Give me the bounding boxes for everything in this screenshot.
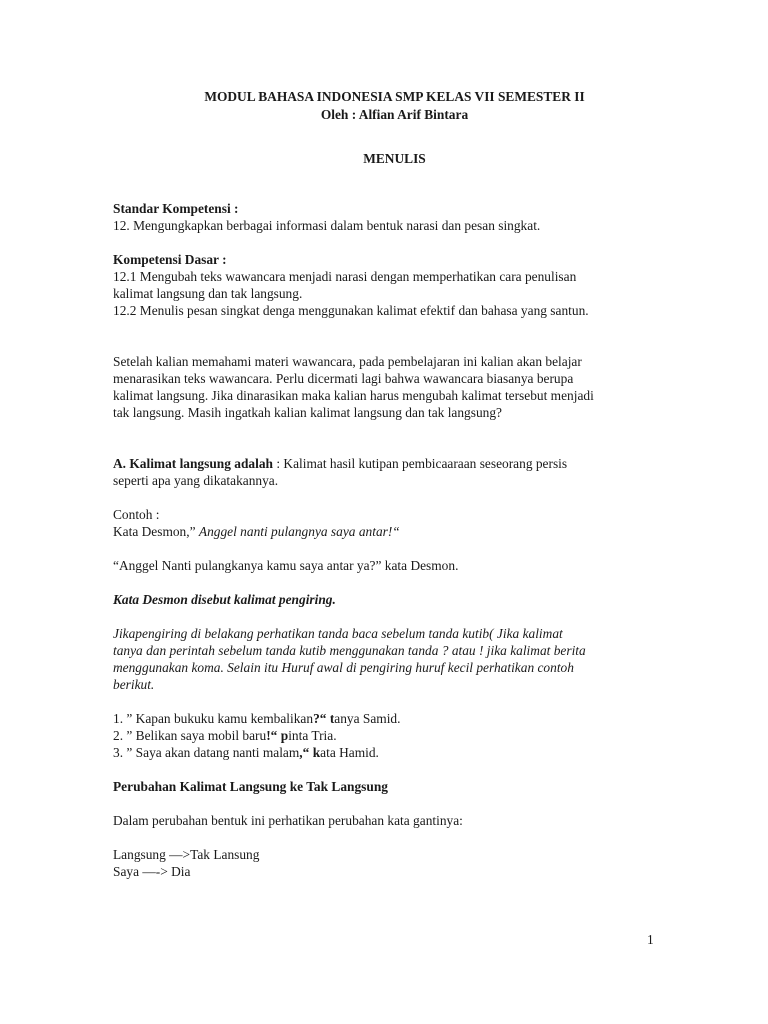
- kompetensi-dasar-item-2: 12.2 Menulis pesan singkat denga menggunakan kalimat efektif dan bahasa yang santun.: [113, 303, 589, 318]
- example-item-text: 3. ” Saya akan datang nanti malam: [113, 745, 300, 760]
- definition-rest: : Kalimat hasil kutipan pembicaaraan seseorang persis: [272, 456, 568, 471]
- pengiring-text-line: berikut.: [113, 677, 155, 692]
- page-number: 1: [647, 932, 654, 947]
- pengiring-text-line: Jikapengiring di belakang perhatikan tanda baca sebelum tanda kutib( Jika kalimat: [113, 626, 563, 641]
- example-label: Contoh :: [113, 507, 160, 522]
- example-item-rest: ata Hamid.: [320, 745, 379, 760]
- example-item-mark: ,“: [299, 745, 310, 760]
- perubahan-title: Perubahan Kalimat Langsung ke Tak Langsung: [113, 779, 388, 794]
- section-heading: MENULIS: [363, 151, 426, 166]
- definition-line-2: seperti apa yang dikatakannya.: [113, 473, 279, 488]
- example-line-2: “Anggel Nanti pulangkanya kamu saya antar ya?” kata Desmon.: [113, 558, 459, 573]
- kompetensi-dasar-item-1: 12.1 Mengubah teks wawancara menjadi narasi dengan memperhatikan cara penulisan: [113, 269, 577, 284]
- pengiring-text-line: tanya dan perintah sebelum tanda kutib menggunakan tanda ? atau ! jika kalimat berita: [113, 643, 586, 658]
- example-item-mark: ?“: [313, 711, 327, 726]
- example-item-initial: t: [329, 711, 335, 726]
- perubahan-row-2: Saya —-> Dia: [113, 864, 191, 879]
- perubahan-text: Dalam perubahan bentuk ini perhatikan perubahan kata gantinya:: [113, 813, 463, 828]
- example-item-initial: p: [280, 728, 289, 743]
- kompetensi-dasar-label: Kompetensi Dasar :: [113, 252, 227, 267]
- example-item: [113, 727, 676, 744]
- example-item-mark: !“: [266, 728, 278, 743]
- example-item-initial: k: [312, 745, 321, 760]
- example-item: [113, 744, 676, 761]
- example-item-text: 1. ” Kapan bukuku kamu kembalikan: [113, 711, 314, 726]
- standar-kompetensi-label: Standar Kompetensi :: [113, 201, 239, 216]
- example-line-1: [113, 523, 676, 540]
- example-line-1-plain: Kata Desmon,”: [113, 524, 199, 539]
- example-item-text: 2. ” Belikan saya mobil baru: [113, 728, 267, 743]
- pengiring-text-line: menggunakan koma. Selain itu Huruf awal di pengiring huruf kecil perhatikan contoh: [113, 660, 574, 675]
- definition-paragraph: [113, 455, 676, 472]
- intro-line: menarasikan teks wawancara. Perlu dicermati lagi bahwa wawancara biasanya berupa: [113, 371, 574, 386]
- intro-line: tak langsung. Masih ingatkah kalian kalimat langsung dan tak langsung?: [113, 405, 502, 420]
- standar-kompetensi-text: 12. Mengungkapkan berbagai informasi dalam bentuk narasi dan pesan singkat.: [113, 218, 541, 233]
- example-item-rest: anya Samid.: [334, 711, 401, 726]
- example-item: [113, 710, 676, 727]
- intro-line: Setelah kalian memahami materi wawancara, pada pembelajaran ini kalian akan belajar: [113, 354, 582, 369]
- document-author: Oleh : Alfian Arif Bintara: [320, 107, 469, 122]
- definition-term: A. Kalimat langsung adalah: [113, 456, 273, 471]
- document-title: MODUL BAHASA INDONESIA SMP KELAS VII SEMESTER II: [204, 89, 585, 104]
- example-item-rest: inta Tria.: [288, 728, 337, 743]
- kompetensi-dasar-item-1-cont: kalimat langsung dan tak langsung.: [113, 286, 303, 301]
- perubahan-row-1: Langsung —>Tak Lansung: [113, 847, 260, 862]
- intro-line: kalimat langsung. Jika dinarasikan maka kalian harus mengubah kalimat tersebut menjadi: [113, 388, 594, 403]
- example-line-1-quote: Anggel nanti pulangnya saya antar!“: [198, 524, 400, 539]
- pengiring-title: Kata Desmon disebut kalimat pengiring.: [113, 592, 336, 607]
